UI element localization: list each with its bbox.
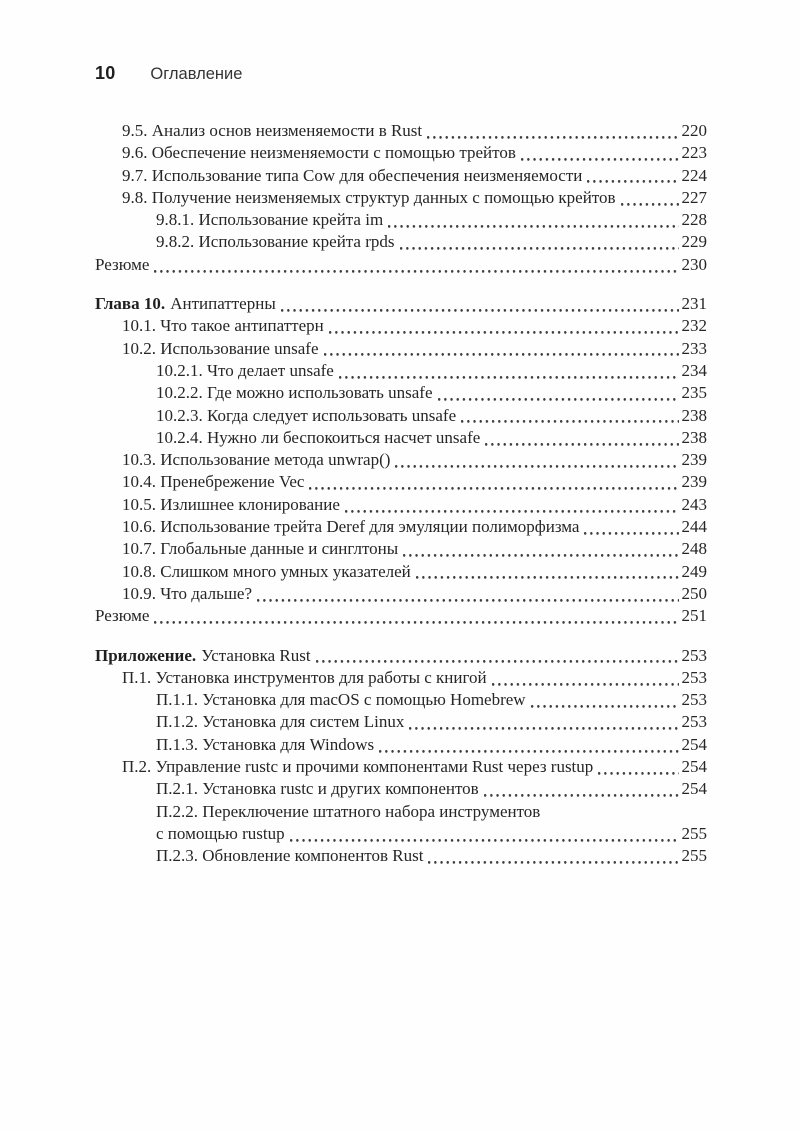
toc-entry-page: 254 [681, 779, 707, 799]
dot-leader [290, 823, 679, 845]
dot-leader [621, 187, 679, 209]
toc-entry-bold-prefix: Глава 10. [95, 294, 166, 314]
dot-leader [395, 449, 678, 471]
toc-entry [95, 120, 707, 142]
toc-entry-title: Антипаттерны [170, 294, 276, 314]
toc-entry-page: 233 [681, 338, 707, 358]
toc-entry [95, 315, 707, 337]
toc-entry-title: 9.8. Получение неизменяемых структур данных с помощью крейтов [122, 187, 616, 207]
dot-leader [345, 494, 679, 516]
toc-entry-title: 9.8.1. Использование крейта im [156, 210, 384, 230]
toc-entry-title: 10.2.1. Что делает unsafe [156, 360, 334, 380]
toc-entry-title: 9.5. Анализ основ неизменяемости в Rust [122, 121, 423, 140]
dot-leader [521, 142, 679, 164]
toc-entry-title: 9.6. Обеспечение неизменяемости с помощью трейтов [122, 143, 516, 163]
toc-entry-page: 230 [681, 254, 707, 274]
toc-entry-title: 10.1. Что такое антипаттерн [122, 316, 324, 336]
dot-leader [379, 734, 678, 756]
toc-entry-page: 253 [681, 690, 707, 710]
toc-entry-title: Установка Rust [201, 645, 311, 665]
toc-entry [95, 711, 707, 733]
toc-entry-title: П.1. Установка инструментов для работы с книгой [122, 667, 487, 687]
toc-entry-page: 239 [681, 472, 707, 492]
toc-entry [95, 689, 707, 711]
dot-leader [484, 778, 679, 800]
dot-leader [598, 756, 678, 778]
toc-entry-page: 227 [681, 187, 707, 207]
toc-entry-page: 253 [681, 645, 707, 665]
toc-entry-title: П.2.2. Переключение штатного набора инструментов [156, 801, 541, 821]
dot-leader [281, 293, 679, 315]
toc-entry [95, 583, 707, 605]
toc-entry-title: 10.5. Излишнее клонирование [122, 494, 340, 514]
toc-entry [95, 449, 707, 471]
toc-entry [95, 605, 707, 627]
toc-entry-page: 255 [681, 846, 707, 866]
dot-leader [316, 645, 679, 667]
toc-entry [95, 338, 707, 360]
toc-entry-page: 253 [681, 712, 707, 732]
dot-leader [388, 209, 678, 231]
toc-entry [95, 405, 707, 427]
toc-entry [95, 231, 707, 253]
toc-entry [95, 823, 707, 845]
toc-entry-title: 10.3. Использование метода unwrap() [122, 450, 391, 470]
toc-entry-title: П.2. Управление rustc и прочими компонентами Rust через rustup [122, 757, 594, 777]
toc-entry-page: 238 [681, 427, 707, 447]
toc-entry-page: 234 [681, 360, 707, 380]
dot-leader [309, 471, 678, 493]
toc-entry-title: 9.7. Использование типа Cow для обеспечения неизменяемости [122, 165, 583, 185]
toc-entry [95, 561, 707, 583]
toc-entry-page: 232 [681, 316, 707, 336]
toc-entry [95, 254, 707, 276]
running-head [95, 63, 242, 84]
toc-entry-title: 10.2.2. Где можно использовать unsafe [156, 383, 433, 403]
toc-entry-title: 10.2.3. Когда следует использовать unsafe [156, 405, 457, 425]
dot-leader [428, 845, 678, 867]
toc-entry-title: 10.8. Слишком много умных указателей [122, 561, 411, 581]
toc-entry-title: П.1.3. Установка для Windows [156, 734, 375, 754]
toc-entry-title: П.1.2. Установка для систем Linux [156, 712, 405, 732]
dot-leader [427, 120, 678, 142]
toc-entry [95, 801, 707, 823]
toc-entry-page: 223 [681, 143, 707, 163]
dot-leader [485, 427, 678, 449]
toc-entry [95, 645, 707, 667]
toc-entry [95, 516, 707, 538]
dot-leader [461, 405, 678, 427]
toc-entry [95, 734, 707, 756]
dot-leader [403, 538, 678, 560]
toc-entry-page: 254 [681, 757, 707, 777]
toc-entry-page: 251 [681, 606, 707, 626]
toc-entry-title: П.2.3. Обновление компонентов Rust [156, 846, 424, 866]
toc-entry-title: 10.9. Что дальше? [122, 583, 253, 603]
toc-entry-title: 10.2. Использование unsafe [122, 338, 319, 358]
toc-entry-page: 238 [681, 405, 707, 425]
toc-entry [95, 756, 707, 778]
dot-leader [324, 338, 679, 360]
toc-entry [95, 360, 707, 382]
toc-entry [95, 845, 707, 867]
toc-entry [95, 667, 707, 689]
dot-leader [257, 583, 678, 605]
toc-entry [95, 427, 707, 449]
toc-entry-title: Резюме [95, 606, 150, 626]
toc-entry-title: П.2.1. Установка rustc и других компонентов [156, 779, 479, 799]
toc-entry-title: 10.6. Использование трейта Deref для эмуляции полиморфизма [122, 517, 580, 537]
page-number: 10 [95, 63, 116, 83]
dot-leader [154, 254, 678, 276]
toc-entry-page: 255 [681, 823, 707, 843]
toc-entry-title: 10.7. Глобальные данные и синглтоны [122, 539, 399, 559]
toc-entry-page: 228 [681, 210, 707, 230]
table-of-contents [95, 120, 707, 868]
toc-entry-page: 224 [681, 165, 707, 185]
toc-entry-page: 243 [681, 494, 707, 514]
dot-leader [492, 667, 679, 689]
toc-entry-title: 10.2.4. Нужно ли беспокоиться насчет unsafe [156, 427, 481, 447]
toc-entry-title: П.1.1. Установка для macOS с помощью Homebrew [156, 690, 526, 710]
toc-entry-title: 9.8.2. Использование крейта rpds [156, 232, 395, 252]
toc-entry [95, 209, 707, 231]
toc-entry-page: 231 [681, 294, 707, 314]
toc-entry [95, 165, 707, 187]
toc-entry-bold-prefix: Приложение. [95, 645, 197, 665]
dot-leader [531, 689, 679, 711]
dot-leader [329, 315, 679, 337]
toc-entry-page: 248 [681, 539, 707, 559]
toc-entry-page: 244 [681, 517, 707, 537]
dot-leader [400, 231, 679, 253]
dot-leader [416, 561, 679, 583]
toc-entry-title: с помощью rustup [156, 823, 285, 843]
toc-entry-page: 254 [681, 734, 707, 754]
toc-entry-page: 239 [681, 450, 707, 470]
running-head-title: Оглавление [150, 65, 243, 83]
toc-entry [95, 471, 707, 493]
dot-leader [438, 382, 679, 404]
toc-entry [95, 538, 707, 560]
toc-entry [95, 187, 707, 209]
dot-leader [584, 516, 678, 538]
toc-entry-page: 220 [681, 121, 707, 140]
toc-entry-page: 249 [681, 561, 707, 581]
toc-entry-title: 10.4. Пренебрежение Vec [122, 472, 305, 492]
dot-leader [587, 165, 678, 187]
toc-entry [95, 142, 707, 164]
toc-entry-page: 253 [681, 667, 707, 687]
toc-entry [95, 293, 707, 315]
toc-entry-page: 229 [681, 232, 707, 252]
dot-leader [409, 711, 678, 733]
toc-entry-page: 250 [681, 583, 707, 603]
dot-leader [339, 360, 679, 382]
toc-entry [95, 778, 707, 800]
dot-leader [154, 605, 678, 627]
toc-entry-page: 235 [681, 383, 707, 403]
toc-entry [95, 494, 707, 516]
toc-entry-title: Резюме [95, 254, 150, 274]
toc-entry [95, 382, 707, 404]
